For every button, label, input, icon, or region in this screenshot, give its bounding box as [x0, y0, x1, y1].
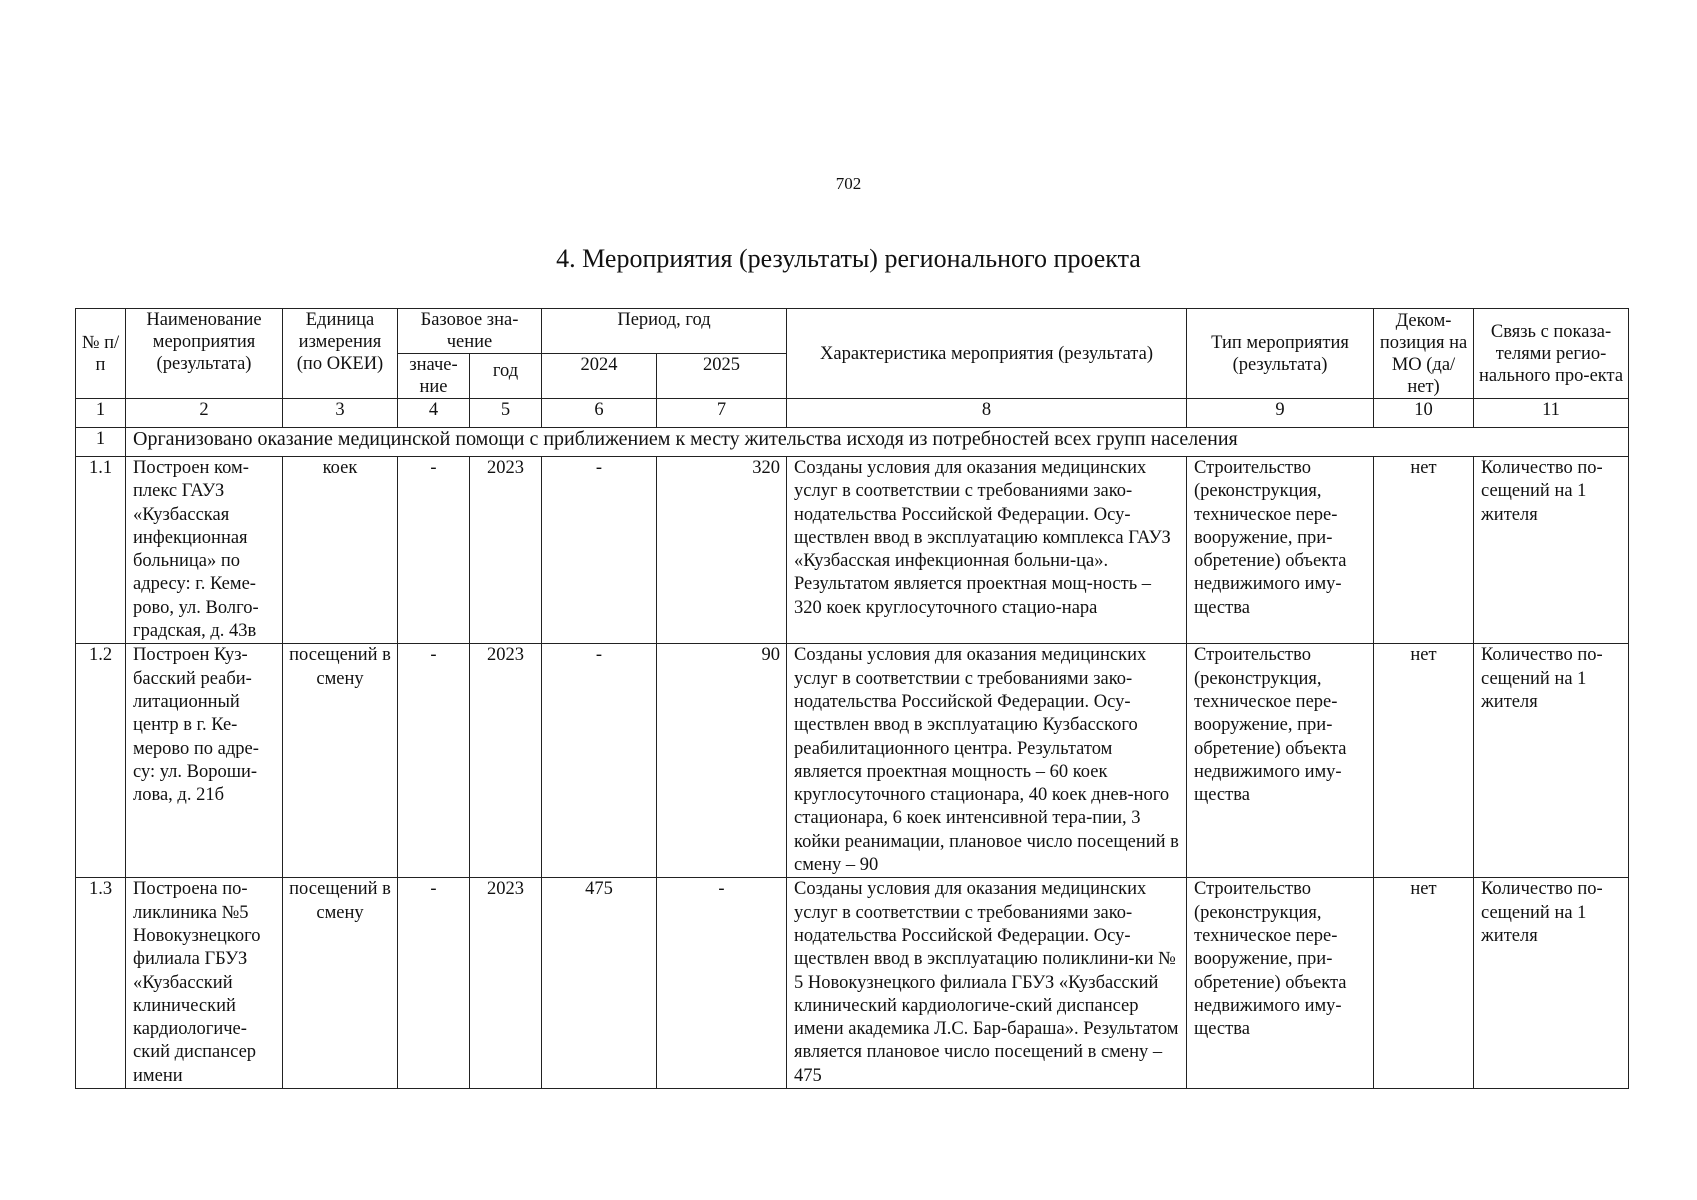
row-description: Созданы условия для оказания медицинских услуг в соответствии с требованиями зако-нодательства Российской Федерации. Осу-ществлен ввод в эксплуатацию Кузбасского реабилитационного центра. Результатом является проектная мощность – 60 коек круглосуточного стационара, 40 коек днев-ного стационара, 6 коек интенсивной тера-пии, 3 койки реанимации, плановое число посещений в смену – 90 [787, 644, 1187, 878]
row-num: 1.1 [76, 457, 126, 644]
header-link: Связь с показа-телями регио-нального про-екта [1474, 309, 1629, 399]
row-link: Количество по-сещений на 1 жителя [1474, 644, 1629, 878]
header-unit: Единица измерения (по ОКЕИ) [283, 309, 398, 399]
events-table [75, 308, 1629, 1089]
row-name: Построен ком-плекс ГАУЗ «Кузбасская инфекционная больница» по адресу: г. Кеме-рово, ул. Волго-градская, д. 43в [126, 457, 283, 644]
header-num: № п/п [76, 309, 126, 399]
header-name: Наименование мероприятия (результата) [126, 309, 283, 399]
column-number: 6 [542, 399, 657, 428]
header-description: Характеристика мероприятия (результата) [787, 309, 1187, 399]
row-base-year: 2023 [470, 878, 542, 1089]
row-description: Созданы условия для оказания медицинских услуг в соответствии с требованиями зако-нодательства Российской Федерации. Осу-ществлен ввод в эксплуатацию поликлини-ки № 5 Новокузнецкого филиала ГБУЗ «Кузбасский клинический кардиологиче-ский диспансер имени академика Л.С. Бар-бараша». Результатом является плановое число посещений в смену – 475 [787, 878, 1187, 1089]
row-base-value: - [398, 457, 470, 644]
row-base-value: - [398, 644, 470, 878]
header-period: Период, год [542, 309, 787, 354]
column-number: 2 [126, 399, 283, 428]
row-2025: 90 [657, 644, 787, 878]
row-num: 1.2 [76, 644, 126, 878]
column-number: 1 [76, 399, 126, 428]
row-name: Построен Куз-басский реаби-литационный центр в г. Ке-мерово по адре-су: ул. Вороши-лова, д. 21б [126, 644, 283, 878]
row-link: Количество по-сещений на 1 жителя [1474, 457, 1629, 644]
row-unit: коек [283, 457, 398, 644]
row-description: Созданы условия для оказания медицинских услуг в соответствии с требованиями зако-нодательства Российской Федерации. Осу-ществлен ввод в эксплуатацию комплекса ГАУЗ «Кузбасская инфекционная больни-ца». Результатом является проектная мощ-ность – 320 коек круглосуточного стацио-нара [787, 457, 1187, 644]
row-base-year: 2023 [470, 644, 542, 878]
row-type: Строительство (реконструкция, техническое пере-вооружение, при-обретение) объекта недвижимого иму-щества [1187, 644, 1374, 878]
group-num: 1 [76, 428, 126, 457]
header-year-2024: 2024 [542, 354, 657, 399]
section-title: 4. Мероприятия (результаты) регионального проекта [556, 244, 1141, 273]
column-number: 7 [657, 399, 787, 428]
row-2025: - [657, 878, 787, 1089]
column-number: 8 [787, 399, 1187, 428]
table-row [76, 644, 1629, 878]
column-number: 3 [283, 399, 398, 428]
row-type: Строительство (реконструкция, техническое пере-вооружение, при-обретение) объекта недвижимого иму-щества [1187, 457, 1374, 644]
header-decomposition: Деком-позиция на МО (да/нет) [1374, 309, 1474, 399]
row-num: 1.3 [76, 878, 126, 1089]
row-decomposition: нет [1374, 457, 1474, 644]
header-base: Базовое зна-чение [398, 309, 542, 354]
row-2024: - [542, 644, 657, 878]
row-link: Количество по-сещений на 1 жителя [1474, 878, 1629, 1089]
header-row-1 [76, 309, 1629, 354]
column-number: 11 [1474, 399, 1629, 428]
header-base-year: год [470, 354, 542, 399]
row-base-value: - [398, 878, 470, 1089]
row-unit: посещений в смену [283, 644, 398, 878]
row-base-year: 2023 [470, 457, 542, 644]
page-number: 702 [835, 174, 862, 193]
row-2024: - [542, 457, 657, 644]
column-number: 9 [1187, 399, 1374, 428]
column-number: 4 [398, 399, 470, 428]
header-base-value: значе-ние [398, 354, 470, 399]
header-year-2025: 2025 [657, 354, 787, 399]
row-decomposition: нет [1374, 644, 1474, 878]
row-2025: 320 [657, 457, 787, 644]
row-type: Строительство (реконструкция, техническое пере-вооружение, при-обретение) объекта недвижимого иму-щества [1187, 878, 1374, 1089]
column-number: 5 [470, 399, 542, 428]
row-name: Построена по-ликлиника №5 Новокузнецкого филиала ГБУЗ «Кузбасский клинический кардиологиче-ский диспансер имени [126, 878, 283, 1089]
table-row [76, 457, 1629, 644]
header-type: Тип мероприятия (результата) [1187, 309, 1374, 399]
group-row [76, 428, 1629, 457]
row-2024: 475 [542, 878, 657, 1089]
group-title: Организовано оказание медицинской помощи с приближением к месту жительства исходя из потребностей всех групп населения [126, 428, 1629, 457]
table-row [76, 878, 1629, 1089]
row-unit: посещений в смену [283, 878, 398, 1089]
column-number: 10 [1374, 399, 1474, 428]
column-number-row [76, 399, 1629, 428]
row-decomposition: нет [1374, 878, 1474, 1089]
